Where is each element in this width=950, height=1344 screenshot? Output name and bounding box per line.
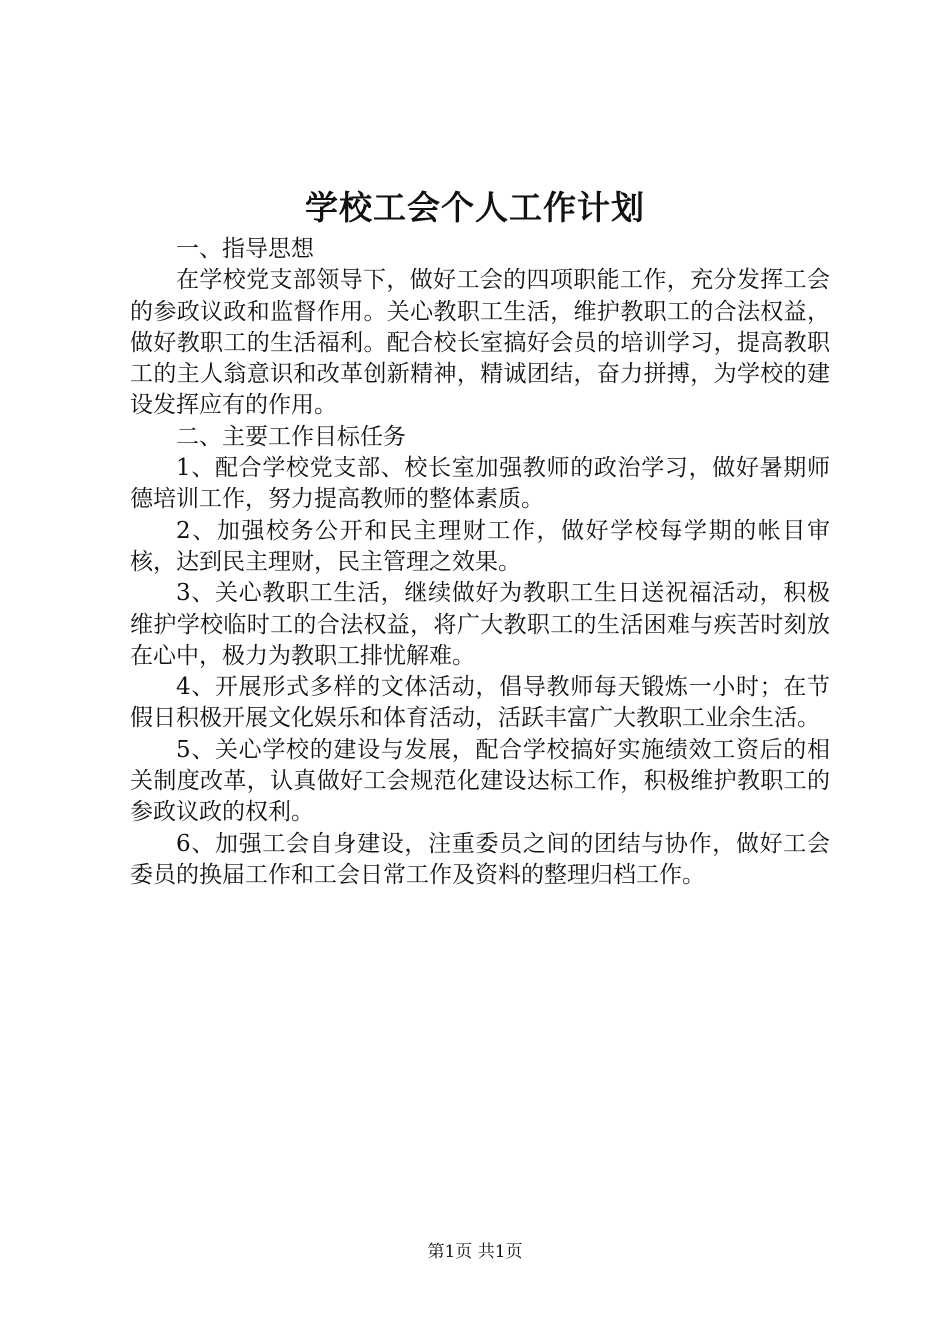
section-heading-main-tasks: 二、主要工作目标任务 <box>176 423 406 450</box>
document-title: 学校工会个人工作计划 <box>305 188 645 227</box>
task-item-6: 6、加强工会自身建设，注重委员之间的团结与协作，做好工会委员的换届工作和工会日常工作及资料的整理归档工作。 <box>130 830 830 888</box>
task-item-2: 2、加强校务公开和民主理财工作，做好学校每学期的帐目审核，达到民主理财，民主管理之效果。 <box>130 517 830 575</box>
task-item-4: 4、开展形式多样的文体活动，倡导教师每天锻炼一小时；在节假日积极开展文化娱乐和体育活动，活跃丰富广大教职工业余生活。 <box>130 674 830 732</box>
paragraph-guiding-ideology: 在学校党支部领导下，做好工会的四项职能工作，充分发挥工会的参政议政和监督作用。关心教职工生活，维护教职工的合法权益，做好教职工的生活福利。配合校长室搞好会员的培训学习，提高教职工的主人翁意识和改革创新精神，精诚团结，奋力拼搏，为学校的建设发挥应有的作用。 <box>130 267 830 419</box>
page-footer: 第1页 共1页 <box>427 1242 523 1262</box>
task-item-5: 5、关心学校的建设与发展，配合学校搞好实施绩效工资后的相关制度改革，认真做好工会规范化建设达标工作，积极维护教职工的参政议政的权利。 <box>130 736 830 826</box>
document-body <box>130 234 830 891</box>
task-item-3: 3、关心教职工生活，继续做好为教职工生日送祝福活动，积极维护学校临时工的合法权益，将广大教职工的生活困难与疾苦时刻放在心中，极力为教职工排忧解难。 <box>130 580 830 669</box>
task-item-1: 1、配合学校党支部、校长室加强教师的政治学习，做好暑期师德培训工作，努力提高教师的整体素质。 <box>130 455 830 513</box>
section-heading-guiding-ideology: 一、指导思想 <box>176 236 314 262</box>
